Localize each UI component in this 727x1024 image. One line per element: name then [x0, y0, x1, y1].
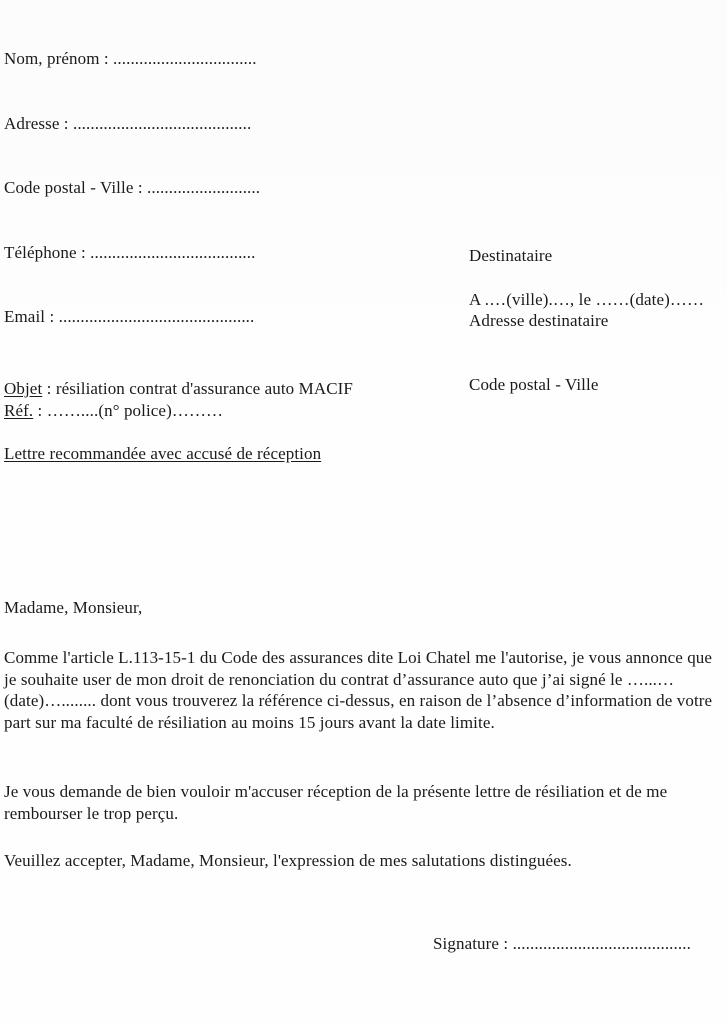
reference-label: Réf. — [4, 401, 34, 420]
sender-block — [4, 5, 260, 371]
sender-email-line: Email : ............................................. — [4, 307, 255, 326]
recipient-block — [469, 202, 608, 439]
reference-line — [4, 400, 223, 422]
subject-label: Objet — [4, 379, 43, 398]
recipient-address-line: Adresse destinataire — [469, 310, 609, 330]
sender-city-line: Code postal - Ville : .......................... — [4, 178, 261, 197]
recipient-city-line: Code postal - Ville — [469, 375, 599, 394]
subject-text: résiliation contrat d'assurance auto MACIF — [55, 379, 353, 398]
subject-line — [4, 378, 353, 400]
signature-line: Signature : ......................................... — [433, 934, 691, 953]
body-paragraph-3: Veuillez accepter, Madame, Monsieur, l'expression de mes salutations distinguées. — [4, 851, 572, 870]
reference-separator: : — [33, 401, 47, 420]
sender-address-line: Adresse : ......................................... — [4, 113, 252, 133]
subject-separator: : — [42, 379, 56, 398]
sender-name-line: Nom, prénom : ................................. — [4, 49, 257, 68]
salutation-line: Madame, Monsieur, — [4, 598, 143, 617]
reference-text: ……....(n° police)……… — [46, 401, 224, 420]
recipient-name-line: Destinataire — [469, 246, 553, 265]
body-paragraph-1: Comme l'article L.113-15-1 du Code des assurances dite Loi Chatel me l'autorise, je vous annonce que je souhaite user de mon droit de renonciation du contrat d’assurance auto que j’ai signé le …...…(date)…........ dont vous trouverez la référence ci-dessus, en raison de l’absence d’information de votre part sur ma faculté de résiliation au moins 15 jours avant la date limite. — [4, 648, 717, 732]
sender-phone-line: Téléphone : ...................................... — [4, 242, 256, 262]
registered-mail-mention: Lettre recommandée avec accusé de réception — [4, 444, 322, 463]
place-date-line: A .…(ville).…, le ……(date)…… — [469, 290, 705, 309]
body-paragraph-2: Je vous demande de bien vouloir m'accuser réception de la présente lettre de résiliation et de me rembourser le trop perçu. — [4, 782, 672, 823]
